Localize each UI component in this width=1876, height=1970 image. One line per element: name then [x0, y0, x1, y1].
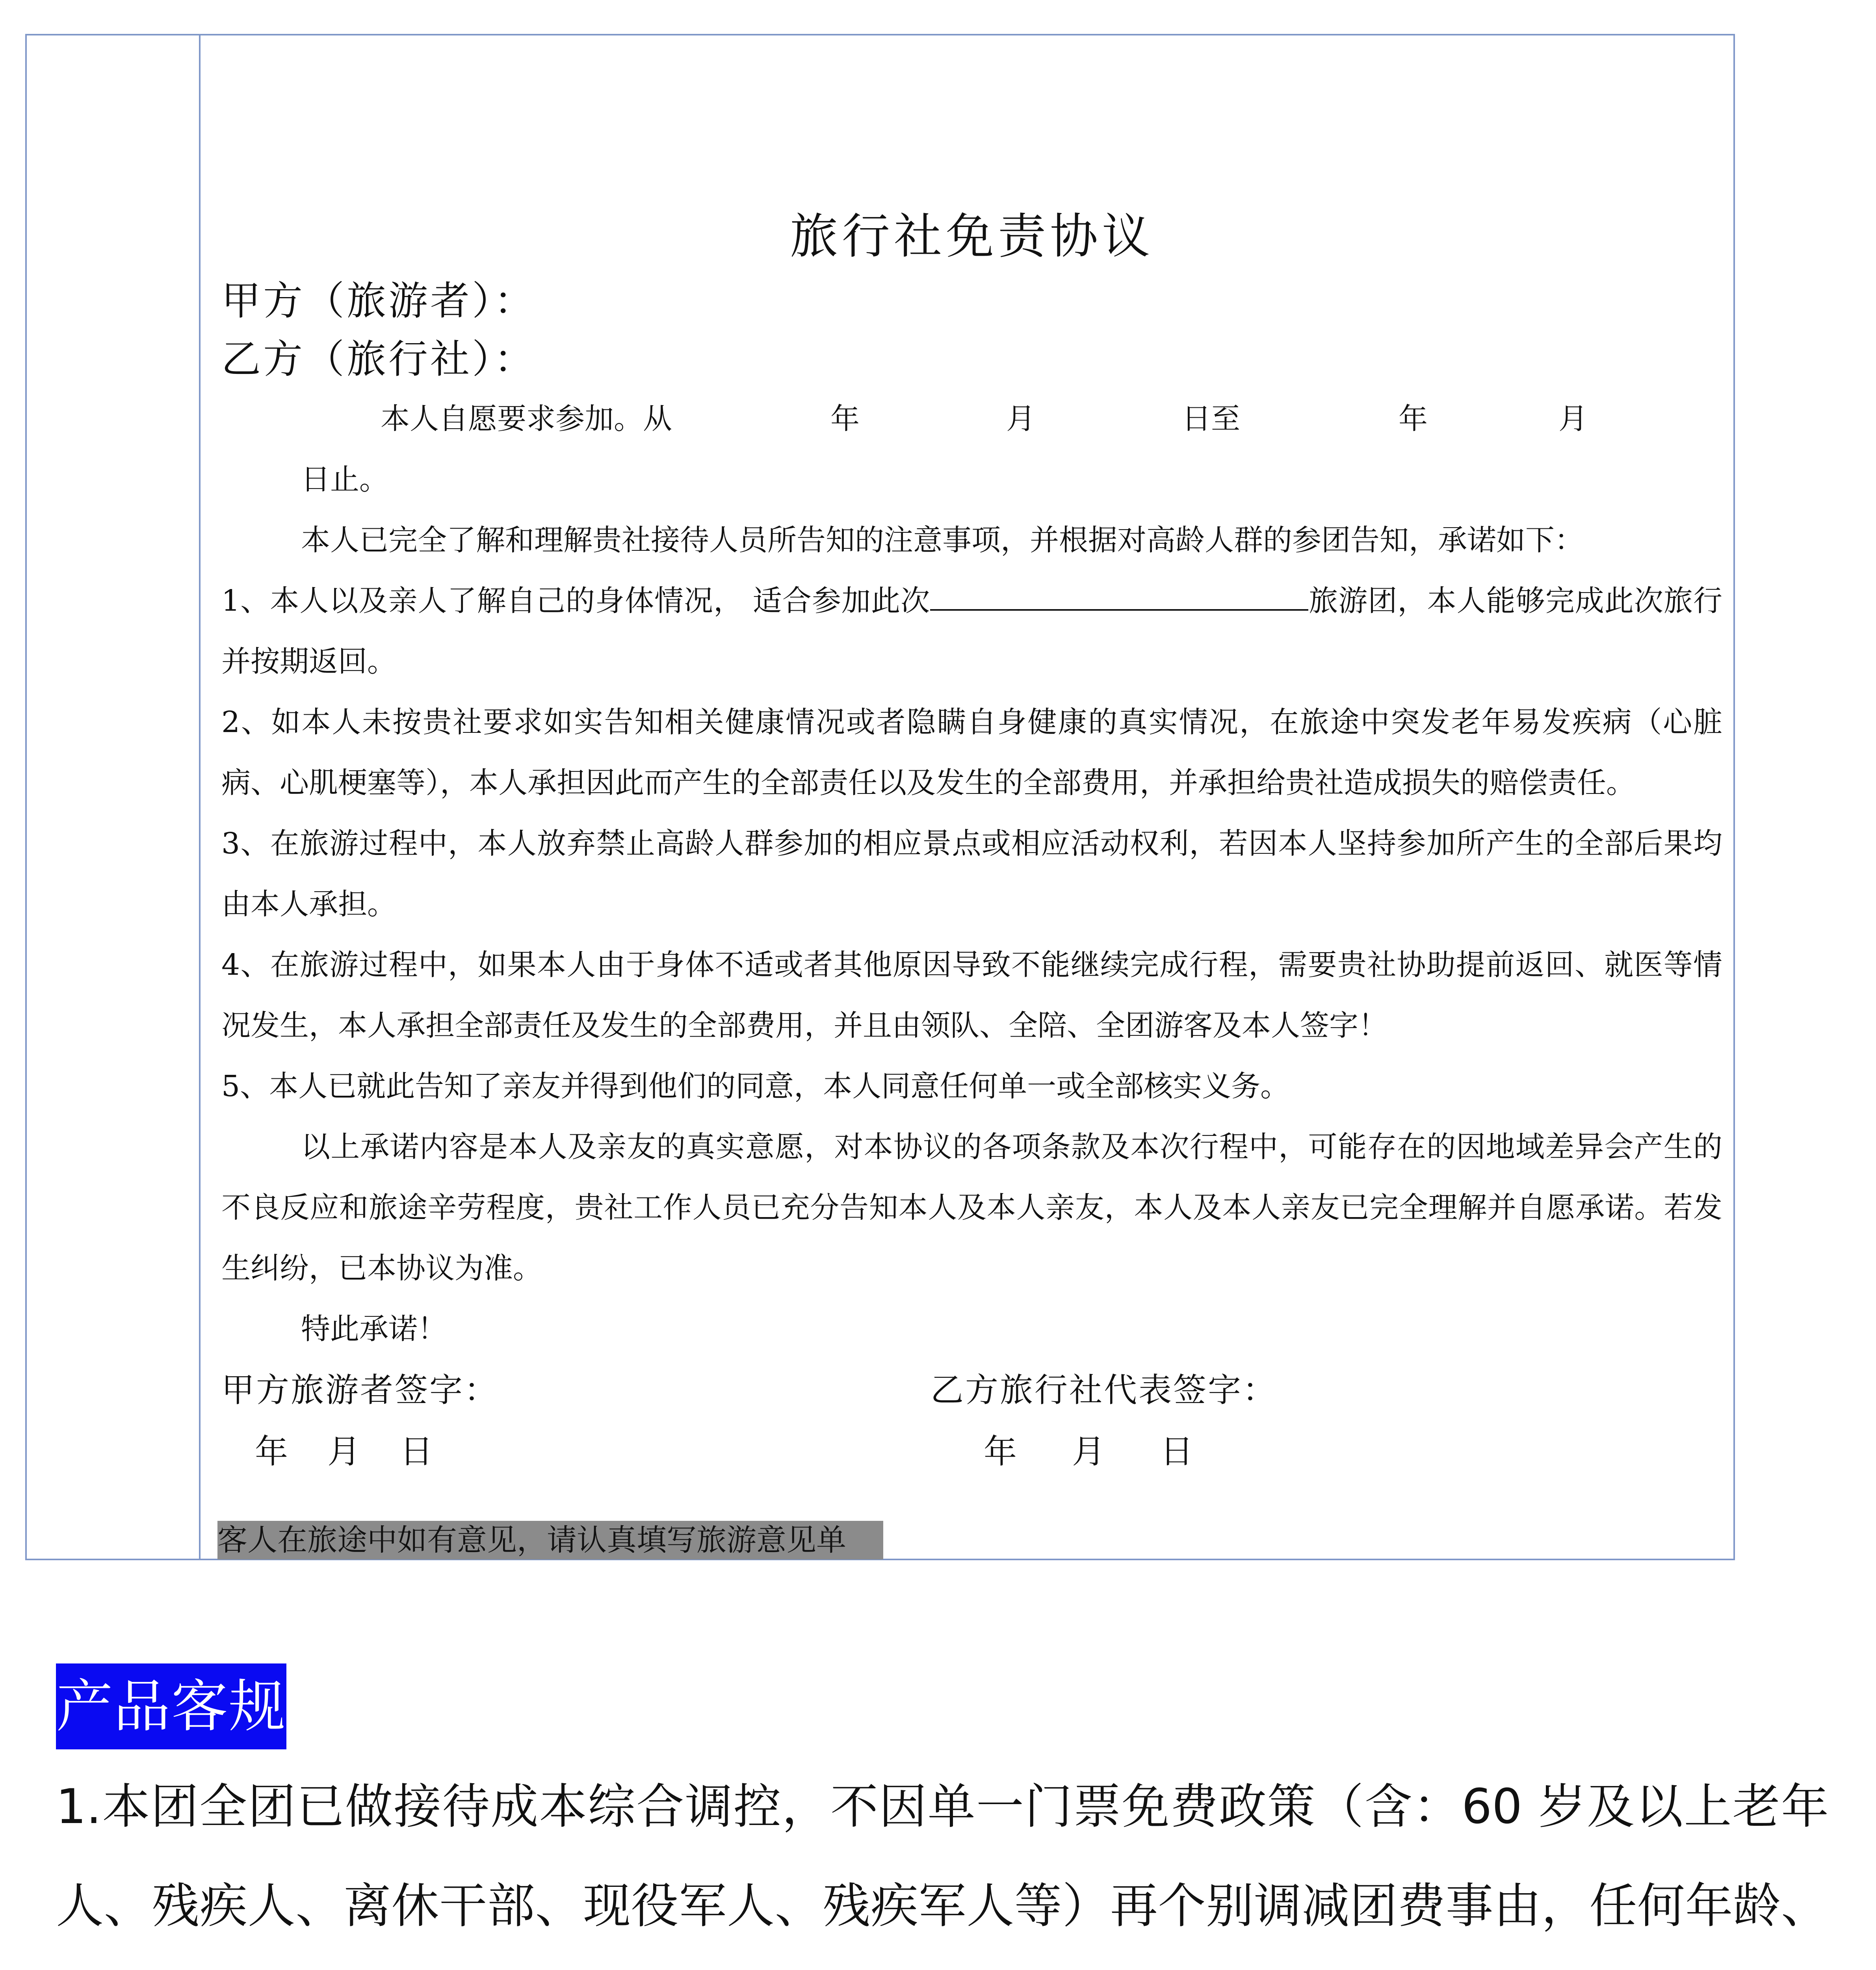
agreement-item-5: 5、本人已就此告知了亲友并得到他们的同意，本人同意任何单一或全部核实义务。	[221, 1069, 1290, 1103]
party-a-date	[221, 1421, 984, 1482]
feedback-note: 客人在旅途中如有意见，请认真填写旅游意见单	[217, 1521, 883, 1559]
agreement-item-3: 3、在旅游过程中，本人放弃禁止高龄人群参加的相应景点或相应活动权利，若因本人坚持参加所产生的全部后果均由本人承担。	[221, 827, 1722, 921]
party-b-date	[984, 1421, 1193, 1482]
party-a-signature-label: 甲方旅游者签字：	[221, 1371, 499, 1409]
agreement-item-2: 2、如本人未按贵社要求如实告知相关健康情况或者隐瞒自身健康的真实情况，在旅途中突发老年易发疾病（心脏病、心肌梗塞等），本人承担因此而产生的全部责任以及发生的全部费用，并承担给贵社造成损失的赔偿责任。	[221, 705, 1722, 800]
agreement-title: 旅行社免责协议	[790, 208, 1154, 264]
signature-date-row	[221, 1421, 1722, 1482]
party-b-date-year: 年	[984, 1432, 1017, 1471]
party-b-signature-label: 乙方旅行社代表签字：	[931, 1371, 1278, 1409]
product-policy-text: 1.本团全团已做接待成本综合调控，不因单一门票免费政策（含：60 岁及以上老年人、残疾人、离休干部、现役军人、残疾军人等）再个别调减团费事由，任何年龄、	[56, 1779, 1829, 1934]
frame-column-divider	[199, 34, 201, 1560]
date-month-2: 月	[1558, 402, 1588, 436]
date-month-1: 月	[1006, 402, 1035, 436]
date-year-2: 年	[1399, 402, 1428, 436]
date-day-2: 日止。	[301, 463, 388, 496]
party-b-date-day: 日	[1160, 1432, 1194, 1471]
party-b-label: 乙方（旅行社）：	[221, 336, 536, 382]
tour-name-blank	[930, 582, 1308, 611]
party-b-date-month: 月	[1072, 1432, 1105, 1471]
agreement-item-1	[221, 571, 1722, 692]
party-a-date-day: 日	[400, 1432, 433, 1471]
date-year-1: 年	[830, 402, 860, 436]
agreement-item-4: 4、在旅游过程中，如果本人由于身体不适或者其他原因导致不能继续完成行程，需要贵社协助提前返回、就医等情况发生，本人承担全部责任及发生的全部费用，并且由领队、全陪、全团游客及本人签字！	[221, 948, 1722, 1043]
agreement-intro: 本人已完全了解和理解贵社接待人员所告知的注意事项，并根据对高龄人群的参团告知，承诺如下：	[301, 523, 1584, 557]
trip-date-line	[221, 388, 1722, 510]
party-a-label: 甲方（旅游者）：	[221, 278, 536, 324]
signature-row	[221, 1359, 1722, 1421]
item-1-text-start: 1、本人以及亲人了解自己的身体情况， 适合参加此次	[221, 584, 931, 618]
date-line-prefix: 本人自愿要求参加。从	[381, 402, 672, 436]
date-day-1: 日至	[1182, 402, 1240, 436]
agreement-closing: 特此承诺！	[301, 1312, 447, 1346]
item-1-text-end: 旅游团，本人能够完成此次旅行并按期返回。	[221, 584, 1722, 678]
agreement-conclusion: 以上承诺内容是本人及亲友的真实意愿，对本协议的各项条款及本次行程中，可能存在的因地域差异会产生的不良反应和旅途辛劳程度，贵社工作人员已充分告知本人及本人亲友，本人及本人亲友已完全理解并自愿承诺。若发生纠纷，已本协议为准。	[221, 1130, 1722, 1285]
party-a-date-month: 月	[327, 1432, 361, 1471]
agreement-body	[221, 165, 1722, 1482]
party-a-date-year: 年	[255, 1432, 288, 1471]
product-policy-heading: 产品客规	[56, 1663, 286, 1749]
